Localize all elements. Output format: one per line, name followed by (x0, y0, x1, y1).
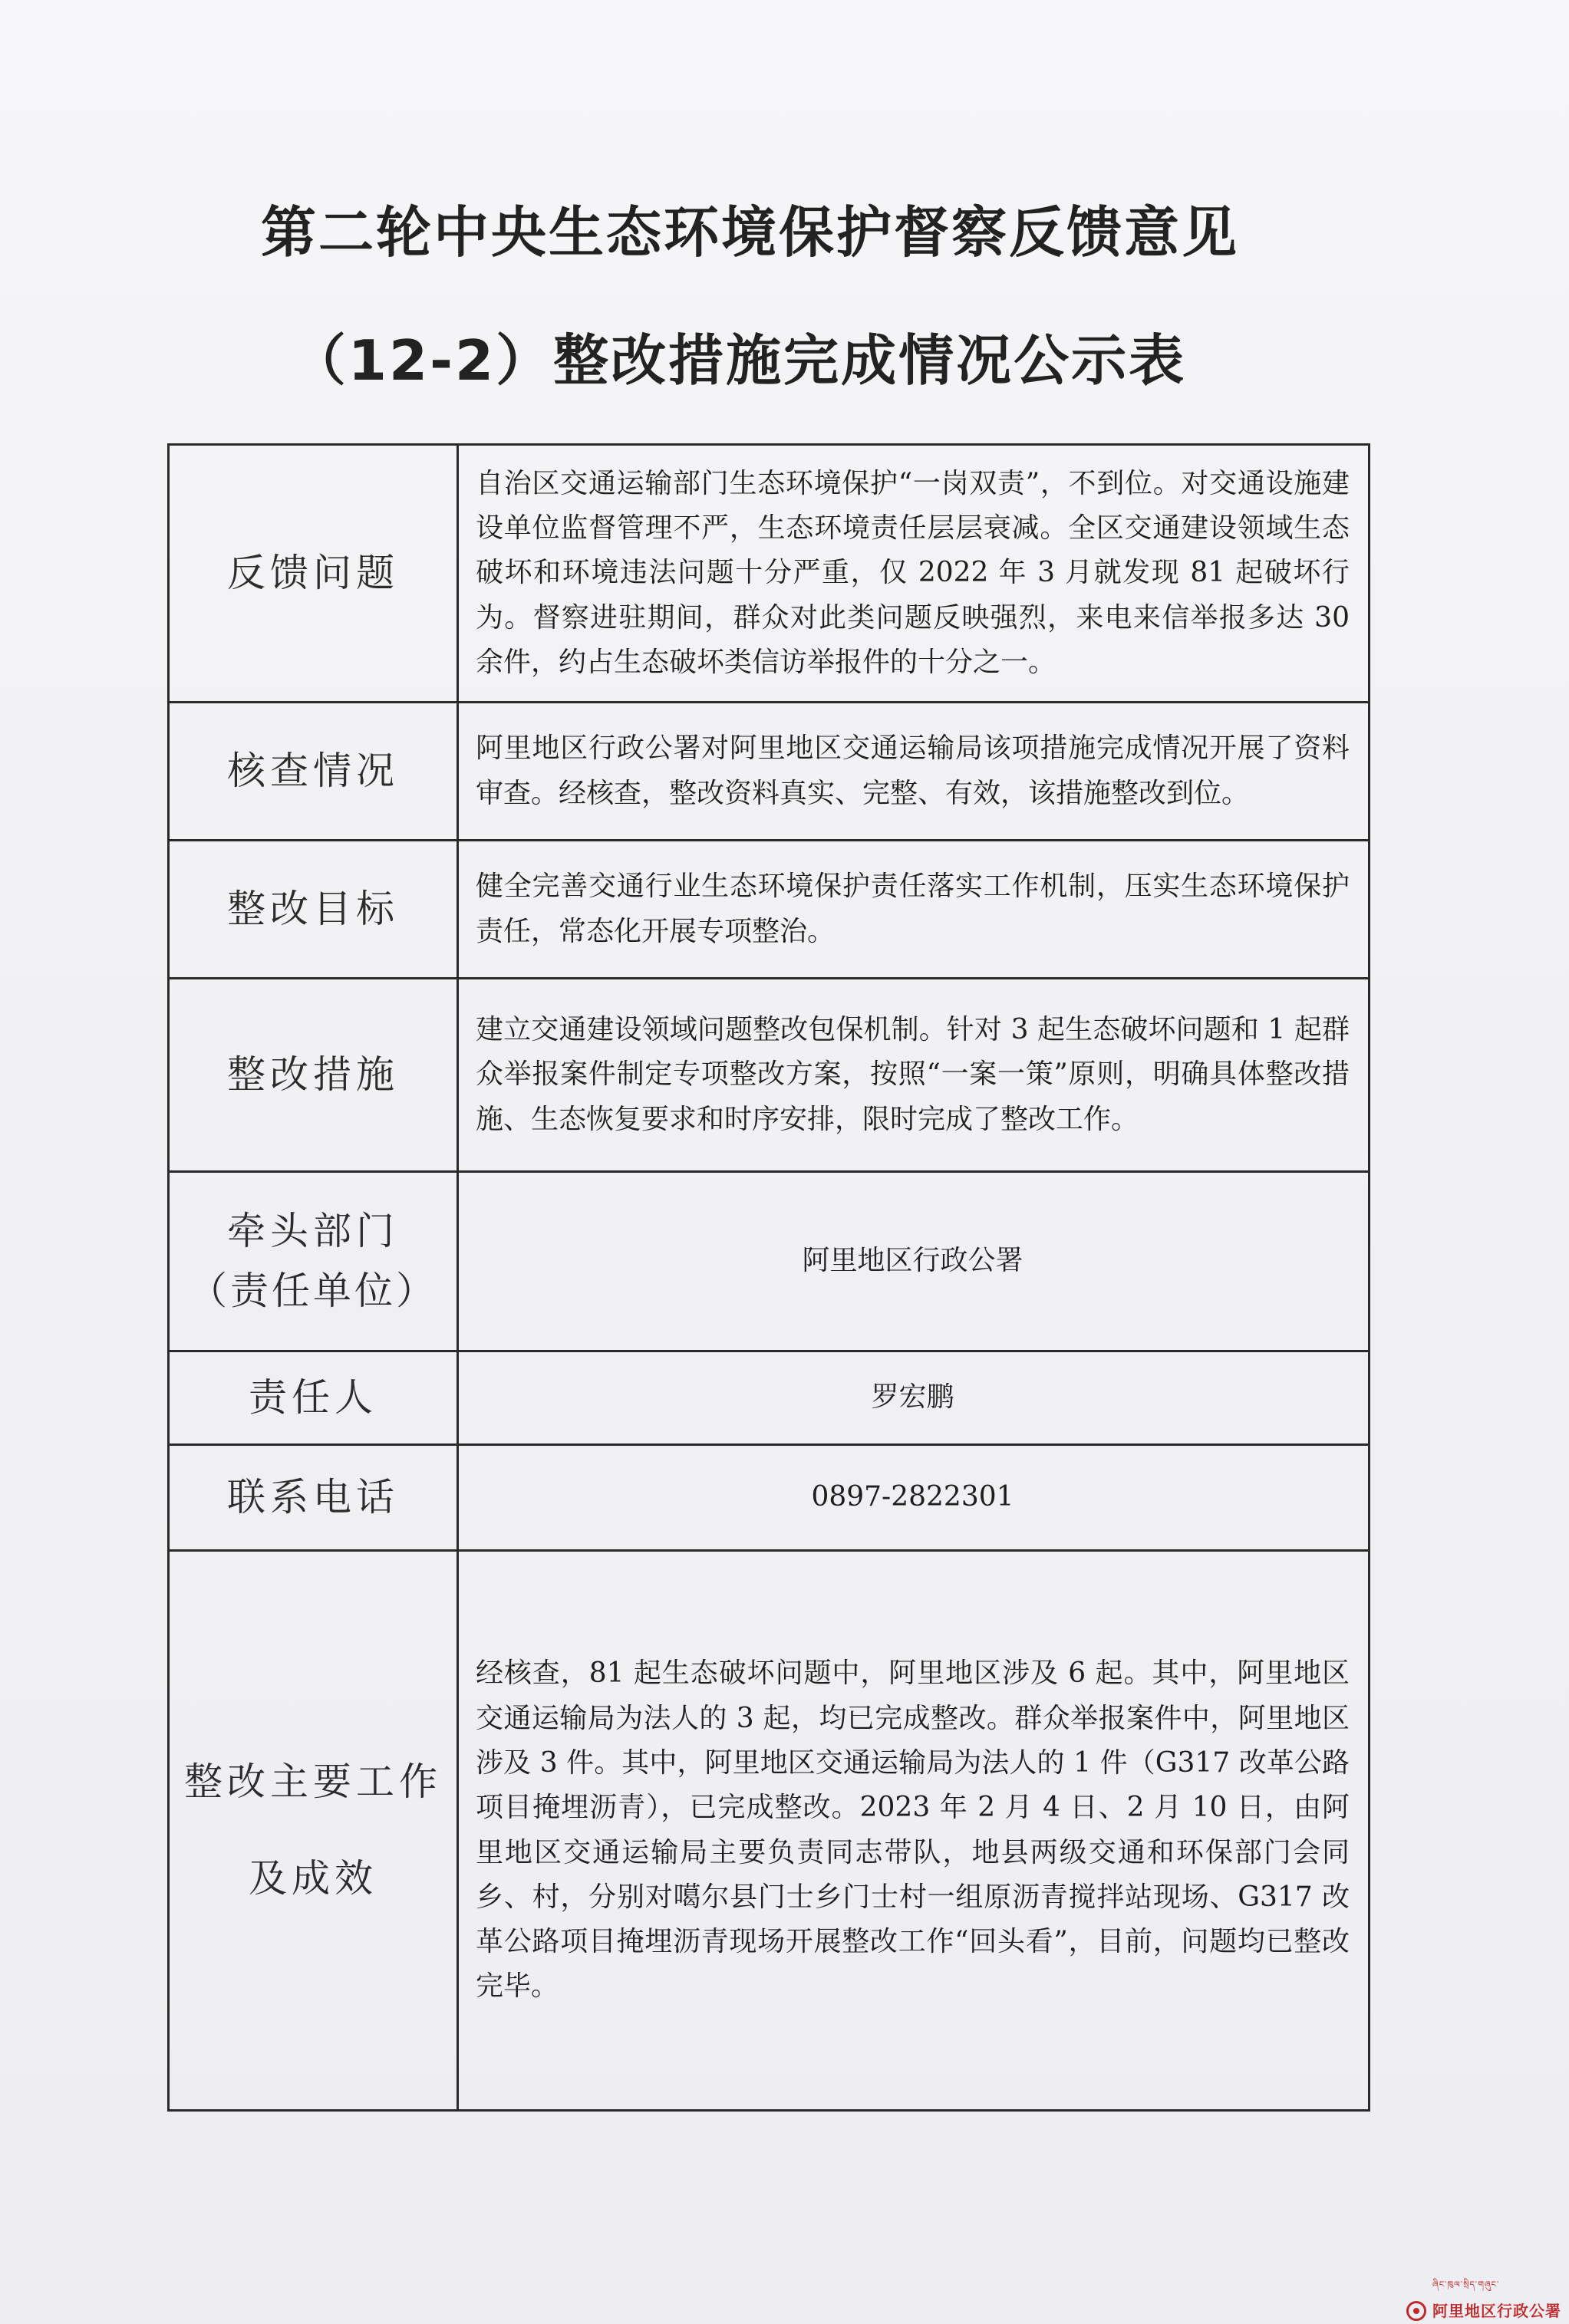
feedback-label: 反馈问题 (169, 445, 458, 703)
measures-label: 整改措施 (169, 979, 458, 1172)
table-row-verification (169, 703, 1370, 841)
table-row-measures (169, 979, 1370, 1172)
results-content: 经核查，81 起生态破坏问题中，阿里地区涉及 6 起。其中，阿里地区交通运输局为法人的 3 起，均已完成整改。群众举报案件中，阿里地区涉及 3 件。其中，阿里地区交通运输局为法人的 1 件（G317 改革公路项目掩埋沥青），已完成整改。2023 年 2 月 4 日、2 月 10 日，由阿里地区交通运输局主要负责同志带队，地县两级交通和环保部门会同乡、村，分别对噶尔县门士乡门士村一组原沥青搅拌站现场、G317 改革公路项目掩埋沥青现场开展整改工作“回头看”，目前，问题均已整改完毕。 (458, 1551, 1370, 2111)
lead-dept-label-line1: 牵头部门 (227, 1209, 399, 1253)
goal-content: 健全完善交通行业生态环境保护责任落实工作机制，压实生态环境保护责任，常态化开展专项整治。 (458, 841, 1370, 979)
verification-content: 阿里地区行政公署对阿里地区交通运输局该项措施完成情况开展了资料审查。经核查，整改资料真实、完整、有效，该措施整改到位。 (458, 703, 1370, 841)
table-row-feedback (169, 445, 1370, 703)
table-row-results (169, 1551, 1370, 2111)
lead-dept-label (169, 1172, 458, 1351)
table-row-responsible (169, 1351, 1370, 1445)
footer-tibetan-script: ཞིང་ཁུལ་སྲིད་གཞུང་ (1432, 2280, 1500, 2289)
results-label-line1: 整改主要工作 (184, 1759, 442, 1804)
table-row-goal (169, 841, 1370, 979)
document-title-line2: （12-2）整改措施完成情况公示表 (290, 328, 1187, 393)
phone-content: 0897-2822301 (458, 1445, 1370, 1551)
goal-label: 整改目标 (169, 841, 458, 979)
footer-watermark (1406, 2275, 1561, 2321)
government-seal-icon (1406, 2301, 1426, 2321)
disclosure-table (167, 443, 1370, 2112)
verification-label: 核查情况 (169, 703, 458, 841)
phone-label: 联系电话 (169, 1445, 458, 1551)
results-label-line2: 及成效 (249, 1855, 377, 1901)
table-row-phone (169, 1445, 1370, 1551)
responsible-label: 责任人 (169, 1351, 458, 1445)
lead-dept-label-line2: （责任单位） (189, 1268, 437, 1313)
lead-dept-content: 阿里地区行政公署 (458, 1172, 1370, 1351)
footer-org-name: 阿里地区行政公署 (1432, 2302, 1561, 2320)
measures-content: 建立交通建设领域问题整改包保机制。针对 3 起生态破坏问题和 1 起群众举报案件制定专项整改方案，按照“一案一策”原则，明确具体整改措施、生态恢复要求和时序安排，限时完成了整改工作。 (458, 979, 1370, 1172)
table-row-lead-dept (169, 1172, 1370, 1351)
responsible-content: 罗宏鹏 (458, 1351, 1370, 1445)
document-title-line1: 第二轮中央生态环境保护督察反馈意见 (260, 200, 1239, 265)
results-label (169, 1551, 458, 2111)
feedback-content: 自治区交通运输部门生态环境保护“一岗双责”，不到位。对交通设施建设单位监督管理不严，生态环境责任层层衰减。全区交通建设领域生态破坏和环境违法问题十分严重，仅 2022 年 3 月就发现 81 起破坏行为。督察进驻期间，群众对此类问题反映强烈，来电来信举报多达 30 余件，约占生态破坏类信访举报件的十分之一。 (458, 445, 1370, 703)
